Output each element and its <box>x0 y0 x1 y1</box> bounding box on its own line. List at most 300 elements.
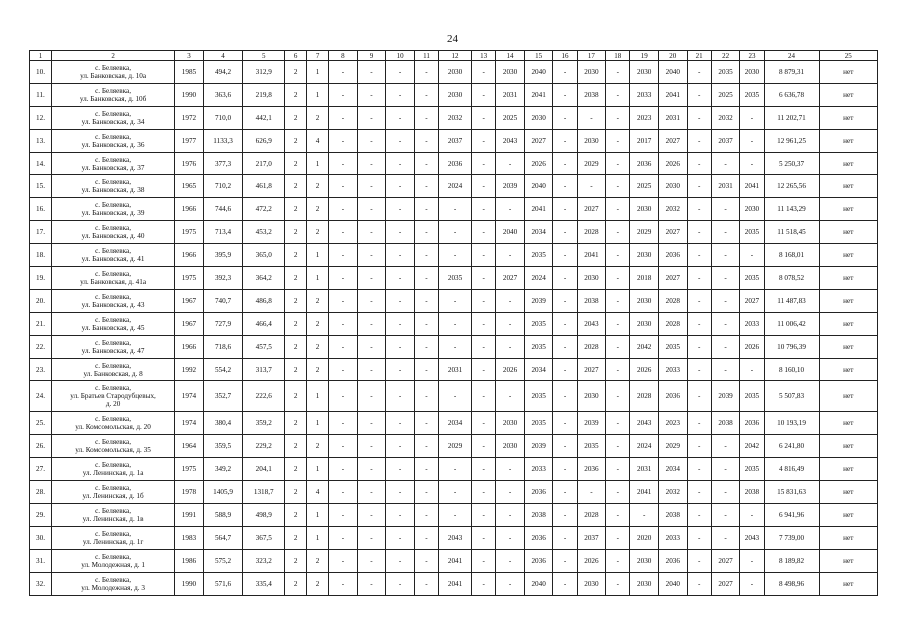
value-cell: - <box>711 198 740 221</box>
value-cell: 466,4 <box>243 312 285 335</box>
value-cell: 2036 <box>658 549 687 572</box>
value-cell: - <box>553 335 577 358</box>
row-number: 25. <box>30 412 52 435</box>
value-cell: 2027 <box>496 267 525 290</box>
column-header: 12 <box>439 51 472 61</box>
table-row <box>30 358 878 381</box>
value-cell: - <box>606 549 630 572</box>
row-number: 20. <box>30 289 52 312</box>
value-cell: - <box>606 526 630 549</box>
value-cell: - <box>386 435 415 458</box>
value-cell: 564,7 <box>203 526 243 549</box>
address-line: ул. Банковская, д. 36 <box>81 140 145 149</box>
cost-cell: 11 202,71 <box>764 106 819 129</box>
status-cell: нет <box>819 549 877 572</box>
value-cell: 2035 <box>524 335 553 358</box>
value-cell: 575,2 <box>203 549 243 572</box>
address-cell <box>51 312 174 335</box>
value-cell: 2039 <box>524 289 553 312</box>
value-cell: 2033 <box>630 83 659 106</box>
cost-cell: 8 879,31 <box>764 61 819 84</box>
status-cell: нет <box>819 152 877 175</box>
cost-cell: 5 507,83 <box>764 381 819 412</box>
value-cell: 2024 <box>630 435 659 458</box>
value-cell: - <box>439 221 472 244</box>
value-cell: 2 <box>285 458 307 481</box>
value-cell: 2030 <box>577 267 606 290</box>
value-cell: 2 <box>285 481 307 504</box>
value-cell: - <box>687 335 711 358</box>
value-cell: 2036 <box>439 152 472 175</box>
value-cell: - <box>711 458 740 481</box>
value-cell: 1133,3 <box>203 129 243 152</box>
value-cell: 2030 <box>577 129 606 152</box>
value-cell: 2030 <box>630 312 659 335</box>
address-line: с. Беляевка, <box>95 224 132 233</box>
value-cell: - <box>472 526 496 549</box>
value-cell: - <box>687 481 711 504</box>
table-row <box>30 106 878 129</box>
row-number: 18. <box>30 244 52 267</box>
value-cell: - <box>414 381 438 412</box>
value-cell: 1966 <box>175 198 204 221</box>
value-cell: - <box>496 244 525 267</box>
value-cell: 1972 <box>175 106 204 129</box>
address-line: с. Беляевка, <box>95 484 132 493</box>
value-cell: - <box>386 61 415 84</box>
table-row <box>30 152 878 175</box>
value-cell: - <box>711 481 740 504</box>
value-cell: 2029 <box>577 152 606 175</box>
value-cell: 727,9 <box>203 312 243 335</box>
value-cell: 1990 <box>175 83 204 106</box>
value-cell: 1 <box>307 526 329 549</box>
value-cell: - <box>357 244 386 267</box>
value-cell: - <box>606 504 630 527</box>
value-cell: - <box>472 504 496 527</box>
value-cell: 1975 <box>175 267 204 290</box>
column-header: 22 <box>711 51 740 61</box>
value-cell: - <box>329 244 358 267</box>
value-cell: - <box>357 412 386 435</box>
value-cell: - <box>357 526 386 549</box>
value-cell: - <box>711 526 740 549</box>
value-cell: 2037 <box>439 129 472 152</box>
value-cell: 2027 <box>524 129 553 152</box>
address-cell <box>51 504 174 527</box>
value-cell: 2038 <box>658 504 687 527</box>
value-cell: 2035 <box>439 267 472 290</box>
column-header: 18 <box>606 51 630 61</box>
value-cell: - <box>687 381 711 412</box>
address-line: ул. Банковская, д. 34 <box>81 117 145 126</box>
row-number: 29. <box>30 504 52 527</box>
value-cell: - <box>439 335 472 358</box>
value-cell: - <box>357 381 386 412</box>
value-cell: - <box>687 83 711 106</box>
value-cell: - <box>357 129 386 152</box>
address-line: ул. Ленинская, д. 1в <box>82 514 144 523</box>
value-cell: - <box>386 335 415 358</box>
column-header: 14 <box>496 51 525 61</box>
table-row <box>30 244 878 267</box>
value-cell: 2040 <box>496 221 525 244</box>
value-cell: 2 <box>307 106 329 129</box>
value-cell: 2036 <box>524 549 553 572</box>
value-cell: - <box>687 549 711 572</box>
value-cell: 392,3 <box>203 267 243 290</box>
value-cell: - <box>711 289 740 312</box>
value-cell: 335,4 <box>243 572 285 595</box>
value-cell: 2 <box>307 549 329 572</box>
value-cell: 740,7 <box>203 289 243 312</box>
value-cell: - <box>472 175 496 198</box>
address-cell <box>51 458 174 481</box>
value-cell: 2043 <box>577 312 606 335</box>
value-cell: 2036 <box>740 412 764 435</box>
status-cell: нет <box>819 358 877 381</box>
value-cell: 2042 <box>740 435 764 458</box>
status-cell: нет <box>819 335 877 358</box>
value-cell: 2030 <box>577 61 606 84</box>
column-header: 2 <box>51 51 174 61</box>
value-cell: 2035 <box>524 412 553 435</box>
value-cell: - <box>687 61 711 84</box>
value-cell: - <box>386 549 415 572</box>
value-cell: 2027 <box>711 572 740 595</box>
value-cell: - <box>553 175 577 198</box>
value-cell: - <box>472 83 496 106</box>
value-cell: - <box>687 289 711 312</box>
cost-cell: 7 739,00 <box>764 526 819 549</box>
value-cell: - <box>553 435 577 458</box>
value-cell: 571,6 <box>203 572 243 595</box>
row-number: 14. <box>30 152 52 175</box>
value-cell: 2041 <box>439 572 472 595</box>
value-cell: 2035 <box>740 381 764 412</box>
value-cell: - <box>386 526 415 549</box>
table-row <box>30 129 878 152</box>
value-cell: 2041 <box>577 244 606 267</box>
header-row <box>30 51 878 61</box>
value-cell: 2031 <box>630 458 659 481</box>
value-cell: 1990 <box>175 572 204 595</box>
value-cell: - <box>496 526 525 549</box>
value-cell: 1977 <box>175 129 204 152</box>
value-cell: - <box>329 289 358 312</box>
value-cell: - <box>414 152 438 175</box>
value-cell: 2026 <box>740 335 764 358</box>
value-cell: - <box>439 289 472 312</box>
cost-cell: 11 006,42 <box>764 312 819 335</box>
value-cell: - <box>414 412 438 435</box>
value-cell: 2035 <box>740 458 764 481</box>
value-cell: - <box>386 481 415 504</box>
value-cell: - <box>439 244 472 267</box>
value-cell: 2035 <box>711 61 740 84</box>
value-cell: 2039 <box>496 175 525 198</box>
value-cell: - <box>329 312 358 335</box>
value-cell: 2032 <box>658 198 687 221</box>
value-cell: 2030 <box>524 106 553 129</box>
cost-cell: 12 961,25 <box>764 129 819 152</box>
column-header: 16 <box>553 51 577 61</box>
status-cell: нет <box>819 504 877 527</box>
value-cell: - <box>496 198 525 221</box>
value-cell: - <box>472 61 496 84</box>
value-cell: 2038 <box>740 481 764 504</box>
value-cell: 2030 <box>439 61 472 84</box>
value-cell: 219,8 <box>243 83 285 106</box>
value-cell: - <box>472 335 496 358</box>
address-cell <box>51 358 174 381</box>
value-cell: 2 <box>307 198 329 221</box>
value-cell: 2036 <box>524 481 553 504</box>
cost-cell: 6 636,78 <box>764 83 819 106</box>
value-cell: 2026 <box>524 152 553 175</box>
value-cell: - <box>414 358 438 381</box>
address-cell <box>51 572 174 595</box>
value-cell: - <box>414 289 438 312</box>
value-cell: - <box>386 244 415 267</box>
value-cell: - <box>496 549 525 572</box>
value-cell: 2 <box>307 221 329 244</box>
cost-cell: 12 265,56 <box>764 175 819 198</box>
table-row <box>30 526 878 549</box>
value-cell: 2027 <box>658 129 687 152</box>
value-cell: 2017 <box>630 129 659 152</box>
value-cell: - <box>329 335 358 358</box>
value-cell: 2028 <box>577 335 606 358</box>
value-cell: 2 <box>285 526 307 549</box>
row-number: 17. <box>30 221 52 244</box>
value-cell: 1966 <box>175 244 204 267</box>
value-cell: - <box>553 152 577 175</box>
value-cell: 2040 <box>524 61 553 84</box>
address-line: ул. Ленинская, д. 1б <box>82 492 144 501</box>
value-cell: - <box>472 481 496 504</box>
value-cell: - <box>414 335 438 358</box>
value-cell: - <box>414 61 438 84</box>
address-line: ул. Молодежная, д. 1 <box>81 560 145 569</box>
status-cell: нет <box>819 61 877 84</box>
value-cell: - <box>687 312 711 335</box>
value-cell: - <box>687 152 711 175</box>
value-cell: 2030 <box>630 549 659 572</box>
value-cell: 2035 <box>577 435 606 458</box>
value-cell: 2 <box>285 435 307 458</box>
value-cell: 2 <box>285 412 307 435</box>
row-number: 27. <box>30 458 52 481</box>
value-cell: - <box>414 267 438 290</box>
value-cell: 718,6 <box>203 335 243 358</box>
value-cell: - <box>329 267 358 290</box>
value-cell: - <box>439 381 472 412</box>
value-cell: - <box>386 175 415 198</box>
value-cell: - <box>711 152 740 175</box>
value-cell: - <box>711 221 740 244</box>
address-line: ул. Комсомольская, д. 35 <box>75 446 151 455</box>
value-cell: 380,4 <box>203 412 243 435</box>
value-cell: - <box>472 221 496 244</box>
value-cell: 2 <box>285 175 307 198</box>
value-cell: - <box>740 244 764 267</box>
value-cell: 2026 <box>630 358 659 381</box>
status-cell: нет <box>819 106 877 129</box>
value-cell: - <box>329 504 358 527</box>
value-cell: 2037 <box>577 526 606 549</box>
value-cell: 2 <box>285 244 307 267</box>
status-cell: нет <box>819 129 877 152</box>
address-line: с. Беляевка, <box>95 461 132 470</box>
column-header: 20 <box>658 51 687 61</box>
value-cell: - <box>606 358 630 381</box>
value-cell: 2018 <box>630 267 659 290</box>
value-cell: 2043 <box>496 129 525 152</box>
value-cell: - <box>606 129 630 152</box>
row-number: 30. <box>30 526 52 549</box>
value-cell: 2040 <box>524 572 553 595</box>
value-cell: 2039 <box>711 381 740 412</box>
column-header: 11 <box>414 51 438 61</box>
value-cell: 377,3 <box>203 152 243 175</box>
column-header: 23 <box>740 51 764 61</box>
value-cell: - <box>606 381 630 412</box>
value-cell: 2035 <box>740 267 764 290</box>
value-cell: - <box>553 129 577 152</box>
value-cell: 2035 <box>524 312 553 335</box>
value-cell: - <box>553 106 577 129</box>
address-cell <box>51 221 174 244</box>
value-cell: 2041 <box>524 83 553 106</box>
value-cell: - <box>553 358 577 381</box>
value-cell: - <box>472 312 496 335</box>
value-cell: 1967 <box>175 289 204 312</box>
table-row <box>30 549 878 572</box>
cost-cell: 10 796,39 <box>764 335 819 358</box>
value-cell: - <box>553 381 577 412</box>
value-cell: - <box>386 504 415 527</box>
value-cell: - <box>329 83 358 106</box>
value-cell: 352,7 <box>203 381 243 412</box>
table-header <box>30 51 878 61</box>
row-number: 11. <box>30 83 52 106</box>
value-cell: - <box>414 435 438 458</box>
value-cell: - <box>439 504 472 527</box>
value-cell: - <box>740 152 764 175</box>
value-cell: 2030 <box>577 381 606 412</box>
value-cell: - <box>414 312 438 335</box>
value-cell: - <box>472 381 496 412</box>
column-header: 6 <box>285 51 307 61</box>
cost-cell: 6 241,80 <box>764 435 819 458</box>
value-cell: - <box>357 312 386 335</box>
address-cell <box>51 435 174 458</box>
value-cell: 1966 <box>175 335 204 358</box>
cost-cell: 8 168,01 <box>764 244 819 267</box>
value-cell: 2041 <box>524 198 553 221</box>
value-cell: 1967 <box>175 312 204 335</box>
value-cell: - <box>414 572 438 595</box>
value-cell: 1983 <box>175 526 204 549</box>
value-cell: - <box>357 175 386 198</box>
value-cell: - <box>329 221 358 244</box>
cost-cell: 4 816,49 <box>764 458 819 481</box>
value-cell: 2040 <box>524 175 553 198</box>
address-cell <box>51 106 174 129</box>
address-line: с. Беляевка, <box>95 178 132 187</box>
column-header: 25 <box>819 51 877 61</box>
row-number: 31. <box>30 549 52 572</box>
value-cell: - <box>553 458 577 481</box>
value-cell: 2032 <box>439 106 472 129</box>
value-cell: - <box>439 458 472 481</box>
value-cell: 2028 <box>658 312 687 335</box>
value-cell: - <box>386 572 415 595</box>
value-cell: 2027 <box>577 198 606 221</box>
value-cell: - <box>606 267 630 290</box>
value-cell: 710,0 <box>203 106 243 129</box>
row-number: 23. <box>30 358 52 381</box>
value-cell: - <box>606 412 630 435</box>
value-cell: 2024 <box>439 175 472 198</box>
value-cell: 2027 <box>711 549 740 572</box>
address-cell <box>51 152 174 175</box>
value-cell: 2033 <box>524 458 553 481</box>
address-cell <box>51 129 174 152</box>
value-cell: 229,2 <box>243 435 285 458</box>
address-line: ул. Ленинская, д. 1а <box>82 469 144 478</box>
address-cell <box>51 244 174 267</box>
value-cell: - <box>329 526 358 549</box>
value-cell: - <box>357 221 386 244</box>
value-cell: 1 <box>307 267 329 290</box>
value-cell: 554,2 <box>203 358 243 381</box>
status-cell: нет <box>819 244 877 267</box>
address-line: с. Беляевка, <box>95 292 132 301</box>
address-cell <box>51 412 174 435</box>
value-cell: 2037 <box>711 129 740 152</box>
value-cell: - <box>357 458 386 481</box>
value-cell: - <box>357 289 386 312</box>
value-cell: - <box>386 152 415 175</box>
value-cell: 2 <box>307 358 329 381</box>
address-line: с. Беляевка, <box>95 361 132 370</box>
address-line: ул. Братьев Стародубцевых, <box>70 392 156 401</box>
value-cell: - <box>329 412 358 435</box>
value-cell: - <box>606 481 630 504</box>
value-cell: - <box>414 175 438 198</box>
value-cell: - <box>386 267 415 290</box>
value-cell: - <box>740 549 764 572</box>
value-cell: - <box>329 198 358 221</box>
status-cell: нет <box>819 221 877 244</box>
value-cell: - <box>553 526 577 549</box>
value-cell: 2031 <box>711 175 740 198</box>
value-cell: 364,2 <box>243 267 285 290</box>
address-line: ул. Банковская, д. 38 <box>81 186 145 195</box>
value-cell: 2032 <box>711 106 740 129</box>
value-cell: 2030 <box>658 175 687 198</box>
value-cell: 2023 <box>658 412 687 435</box>
value-cell: - <box>357 61 386 84</box>
cost-cell: 11 487,83 <box>764 289 819 312</box>
table-row <box>30 83 878 106</box>
housing-register-table <box>29 50 878 596</box>
value-cell: 2041 <box>740 175 764 198</box>
value-cell: - <box>414 549 438 572</box>
value-cell: 2026 <box>496 358 525 381</box>
